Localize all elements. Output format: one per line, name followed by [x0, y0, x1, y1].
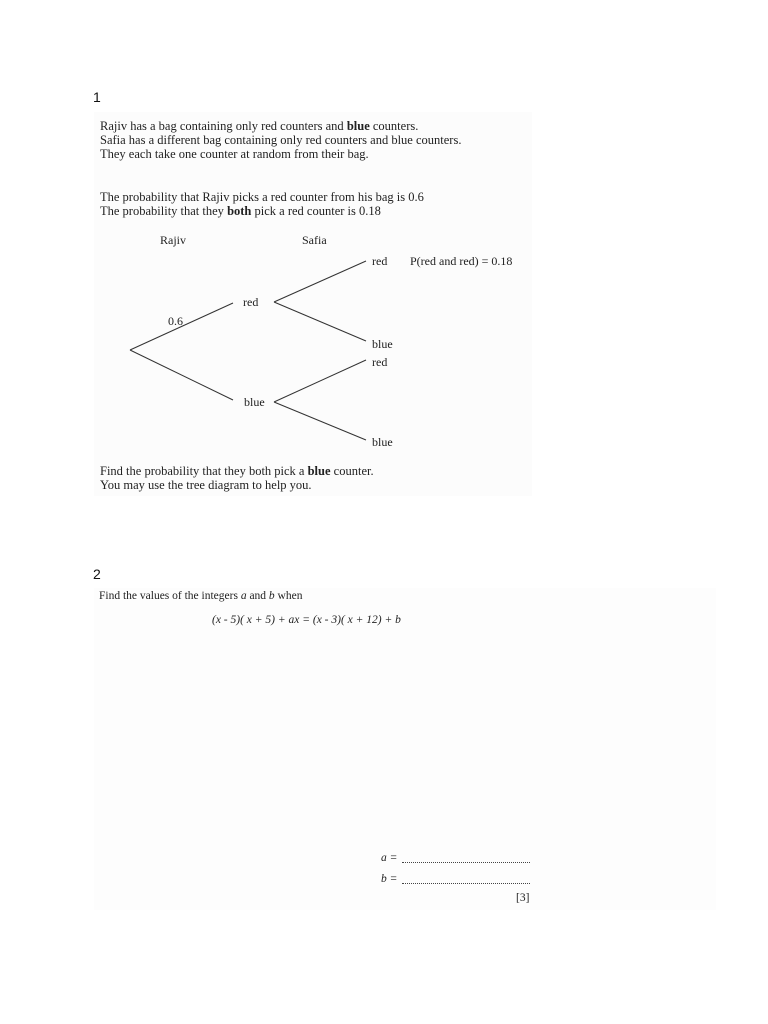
question-2-image	[94, 588, 716, 910]
question-1-image	[94, 112, 532, 496]
marks: [3]	[516, 892, 530, 904]
label-first-blue: blue	[244, 395, 265, 409]
intro-line-2: Safia has a different bag containing only red counters and blue counters.	[100, 133, 462, 147]
branch-blue-blue	[274, 402, 366, 440]
label-red-red: red	[372, 254, 388, 268]
label-red-blue: blue	[372, 337, 393, 351]
branch-blue-red	[274, 360, 366, 402]
q2-prompt: Find the values of the integers a and b when	[99, 590, 303, 602]
label-blue-red: red	[372, 355, 388, 369]
fact-line-1: The probability that Rajiv picks a red counter from his bag is 0.6	[100, 190, 424, 204]
tree-header-rajiv: Rajiv	[160, 233, 186, 247]
q2-equation: (x - 5)( x + 5) + ax = (x - 3)( x + 12) + b	[212, 614, 401, 626]
label-blue-blue: blue	[372, 435, 393, 449]
answer-b-label: b =	[381, 873, 398, 885]
question-1-number: 1	[93, 89, 101, 105]
tree-diagram	[94, 227, 532, 462]
answer-a-label: a =	[381, 852, 398, 864]
branch-first-blue	[130, 350, 233, 400]
branch-red-blue	[274, 302, 366, 341]
result-red-red: P(red and red) = 0.18	[410, 254, 513, 268]
task-line-1: Find the probability that they both pick a blue counter.	[100, 464, 374, 478]
tree-header-safia: Safia	[302, 233, 327, 247]
label-first-red: red	[243, 295, 259, 309]
prob-first-red: 0.6	[168, 314, 183, 328]
answer-b-line[interactable]	[402, 883, 530, 884]
task-line-2: You may use the tree diagram to help you.	[100, 478, 312, 492]
intro-line-1: Rajiv has a bag containing only red counters and blue counters.	[100, 119, 419, 133]
answer-a-line[interactable]	[402, 862, 530, 863]
intro-line-3: They each take one counter at random from their bag.	[100, 147, 369, 161]
branch-red-red	[274, 261, 366, 302]
question-2-number: 2	[93, 566, 101, 582]
fact-line-2: The probability that they both pick a red counter is 0.18	[100, 204, 381, 218]
